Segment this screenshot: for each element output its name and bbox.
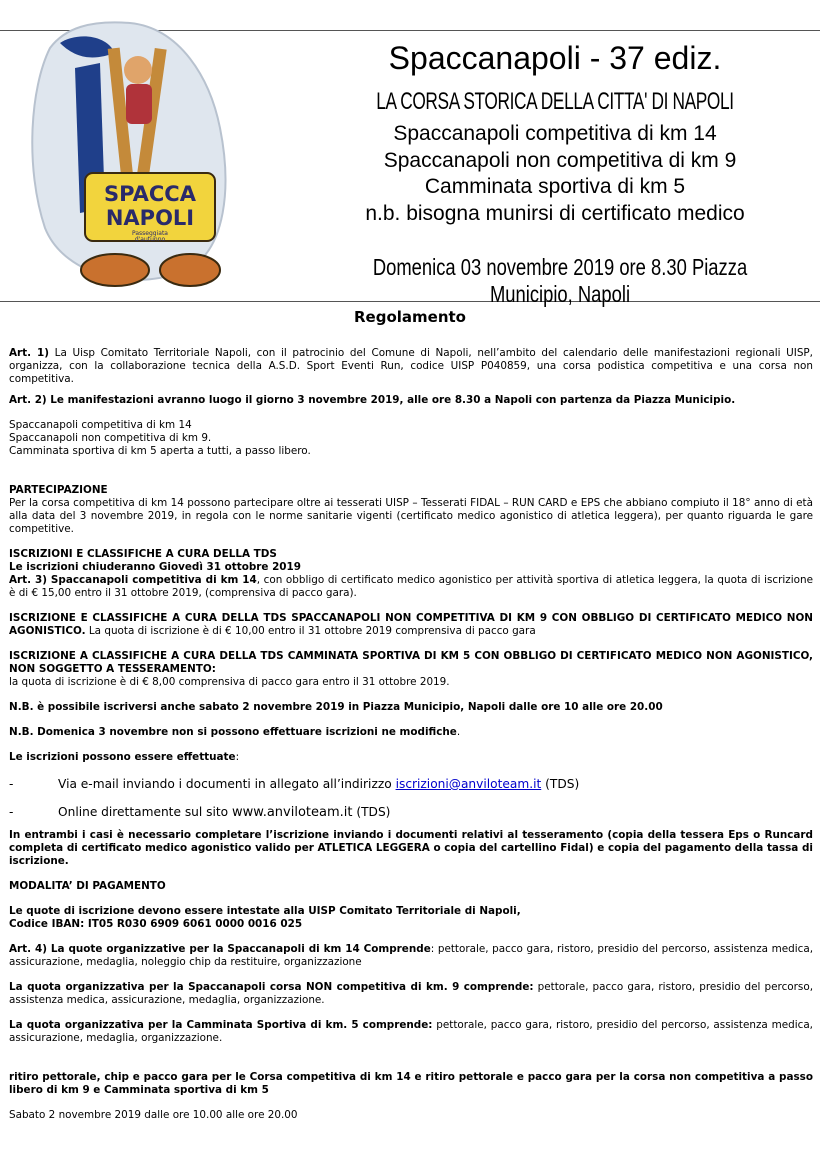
spaccanapoli-logo (20, 8, 235, 298)
art2-paragraph: Art. 2) Le manifestazioni avranno luogo il giorno 3 novembre 2019, alle ore 8.30 a Napoli con partenza da Piazza Municipio. (9, 394, 736, 406)
art3-paragraph (9, 574, 813, 600)
section-title: Regolamento (354, 308, 466, 326)
art4-paragraph (9, 943, 813, 969)
documents-note: In entrambi i casi è necessario completare l’iscrizione inviando i documenti relativi al tesseramento (copia della tessera Eps o Runcard completa di certificato medico agonistico valido per ATLETICA LEGGERA o copia del cartellino Fidal) e copia del pagamento della tassa di iscrizione. (9, 829, 813, 867)
registration-modes-colon: : (235, 751, 240, 763)
fee-9km-label: La quota organizzativa per la Spaccanapoli corsa NON competitiva di km. 9 comprende: (9, 981, 534, 993)
registration-mode-email (9, 776, 813, 792)
walk-text: la quota di iscrizione è di € 8,00 comprensiva di pacco gara entro il 31 ottobre 2019. (9, 676, 450, 688)
art1-label: Art. 1) (9, 347, 50, 359)
registration-website[interactable]: www.anviloteam.it (232, 805, 353, 820)
art1-paragraph (9, 347, 813, 386)
race-list-item: Spaccanapoli competitiva di km 14 (9, 419, 192, 431)
event-subtitle: LA CORSA STORICA DELLA CITTA' DI NAPOLI (376, 88, 734, 115)
document-header (0, 0, 820, 307)
walk-heading: ISCRIZIONE A CLASSIFICHE A CURA DELLA TDS CAMMINATA SPORTIVA DI KM 5 CON OBBLIGO DI CERTIFICATO MEDICO NON AGONISTICO, NON SOGGETTO A TESSERAMENTO: (9, 650, 813, 675)
payment-iban: Codice IBAN: IT05 R030 6909 6061 0000 0016 025 (9, 918, 303, 930)
pickup-saturday: Sabato 2 novembre 2019 dalle ore 10.00 alle ore 20.00 (9, 1109, 298, 1121)
pickup-heading: ritiro pettorale, chip e pacco gara per le Corsa competitiva di km 14 e ritiro pettorale e pacco gara per la corsa non competitiva a passo libero di km 9 e Camminata sportiva di km 5 (9, 1071, 813, 1096)
mode-online-text: Online direttamente sul sito (58, 805, 232, 819)
race-walk: Camminata sportiva di km 5 (424, 175, 686, 198)
mode-email-text: Via e-mail inviando i documenti in allegato all’indirizzo (58, 777, 396, 791)
registration-modes-paragraph (9, 751, 813, 764)
mode-email-suffix: (TDS) (541, 777, 580, 791)
art4-text: : pettorale, pacco gara, ristoro, presidio del percorso, assistenza medica, assicurazione, medaglia, noleggio chip da restituire, organizzazione (9, 943, 813, 968)
art4-label: Art. 4) La quote organizzative per la Spaccanapoli di km 14 Comprende (9, 943, 431, 955)
nb-sunday-paragraph (9, 726, 813, 739)
medical-note: n.b. bisogna munirsi di certificato medico (365, 202, 745, 225)
art3-label: Art. 3) Spaccanapoli competitiva di km 14 (9, 574, 257, 586)
participation-heading: PARTECIPAZIONE (9, 484, 108, 496)
fee-5km-text: pettorale, pacco gara, ristoro, presidio del percorso, assistenza medica, assicurazione, medaglia, organizzazione. (9, 1019, 813, 1044)
fee-5km-label: La quota organizzativa per la Camminata Sportiva di km. 5 comprende: (9, 1019, 433, 1031)
mode-online-line (58, 804, 390, 821)
fee-9km-paragraph (9, 981, 813, 1007)
payment-recipient: Le quote di iscrizione devono essere intestate alla UISP Comitato Territoriale di Napoli, (9, 905, 521, 917)
logo-text-spacca: SPACCA (104, 182, 196, 206)
logo-text-napoli: NAPOLI (105, 206, 195, 230)
art1-text: La Uisp Comitato Territoriale Napoli, con il patrocinio del Comune di Napoli, nell’ambito del calendario delle manifestazioni regionali UISP, organizza, con la collaborazione tecnica della A.S.D. Sport Eventi Run, codice UISP P040859, una corsa podistica competitiva e una corsa non competitiva. (9, 347, 813, 385)
registration-heading: ISCRIZIONI E CLASSIFICHE A CURA DELLA TDS (9, 548, 277, 560)
logo-tag-2: d'autunno (134, 236, 166, 243)
non-competitive-heading: ISCRIZIONE E CLASSIFICHE A CURA DELLA TDS SPACCANAPOLI NON COMPETITIVA DI KM 9 CON OBBLIGO DI CERTIFICATO MEDICO NON AGONISTICO. (9, 612, 813, 637)
race-list-item: Spaccanapoli non competitiva di km 9. (9, 432, 212, 444)
nb-saturday-registration: N.B. è possibile iscriversi anche sabato 2 novembre 2019 in Piazza Municipio, Napoli dalle ore 10 alle ore 20.00 (9, 701, 663, 713)
art3-text: , con obbligo di certificato medico agonistico per attività sportiva di atletica leggera, la quota di iscrizione è di € 15,00 entro il 31 ottobre 2019, (comprensiva di pacco gara). (9, 574, 813, 599)
race-list-item: Camminata sportiva di km 5 aperta a tutti, a passo libero. (9, 445, 311, 457)
registration-mode-online (9, 804, 813, 821)
race-competitive: Spaccanapoli competitiva di km 14 (393, 122, 717, 145)
event-date-line: Domenica 03 novembre 2019 ore 8.30 Piazza Municipio, Napoli (372, 254, 748, 307)
payment-heading: MODALITA’ DI PAGAMENTO (9, 880, 166, 892)
nb-sunday-end: . (456, 726, 461, 738)
fee-5km-paragraph (9, 1019, 813, 1045)
fee-9km-text: pettorale, pacco gara, ristoro, presidio del percorso, assistenza medica, assicurazione, medaglia, organizzazione. (9, 981, 813, 1006)
mode-online-suffix: (TDS) (352, 805, 391, 819)
registration-modes-label: Le iscrizioni possono essere effettuate (9, 751, 236, 763)
list-dash: - (9, 777, 14, 791)
registration-email-link[interactable]: iscrizioni@anviloteam.it (395, 777, 542, 791)
list-dash: - (9, 805, 14, 819)
non-competitive-text: La quota di iscrizione è di € 10,00 entro il 31 ottobre 2019 comprensiva di pacco gara (85, 625, 536, 637)
logo-tag-1: Passeggiata (132, 230, 168, 237)
non-competitive-paragraph (9, 612, 813, 638)
race-non-competitive: Spaccanapoli non competitiva di km 9 (383, 149, 737, 172)
event-title: Spaccanapoli - 37 ediz. (388, 40, 722, 76)
regulation-body (9, 347, 813, 1122)
mode-email-line (58, 776, 579, 792)
nb-sunday: N.B. Domenica 3 novembre non si possono effettuare iscrizioni ne modifiche (9, 726, 457, 738)
registration-close: Le iscrizioni chiuderanno Giovedì 31 ottobre 2019 (9, 561, 301, 573)
participation-text: Per la corsa competitiva di km 14 possono partecipare oltre ai tesserati UISP – Tesserati FIDAL – RUN CARD e EPS che abbiano compiuto il 18° anno di età alla data del 3 novembre 2019, in regola con le norme sanitarie vigenti (certificato medico agonistico di atletica leggera), per quanto riguarda le gare competitive. (9, 497, 813, 535)
